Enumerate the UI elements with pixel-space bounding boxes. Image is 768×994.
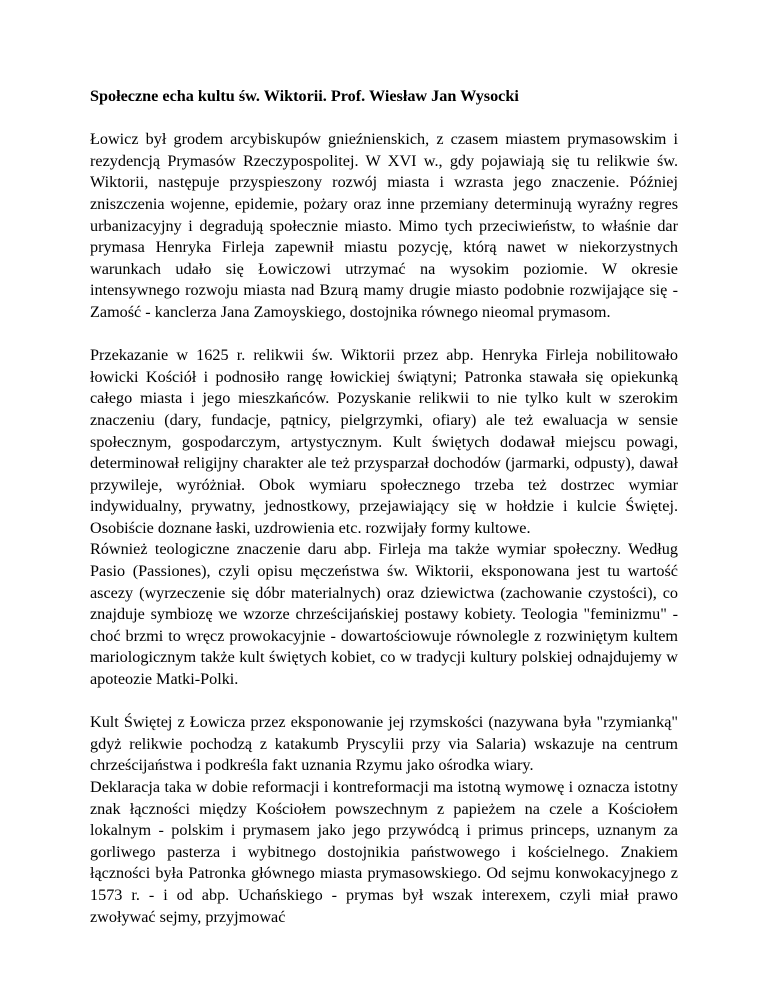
paragraph-2: Przekazanie w 1625 r. relikwii św. Wiktorii przez abp. Henryka Firleja nobilitowało łowicki Kościół i podnosiło rangę łowickiej świątyni; Patronka stawała się opiekunką całego miasta i jego mieszkańców. Pozyskanie relikwii to nie tylko kult w szerokim znaczeniu (dary, fundacje, pątnicy, pielgrzymki, ofiary) ale też ewaluacja w sensie społecznym, gospodarczym, artystycznym. Kult świętych dodawał miejscu powagi, determinował religijny charakter ale też przysparzał dochodów (jarmarki, odpusty), dawał przywileje, wyróżniał. Obok wymiaru społecznego trzeba też dostrzec wymiar indywidualny, prywatny, jednostkowy, przejawiający się w hołdzie i kulcie Świętej. Osobiście doznane łaski, uzdrowienia etc. rozwijały formy kultowe.	[90, 346, 678, 537]
document-title: Społeczne echa kultu św. Wiktorii. Prof. Wiesław Jan Wysocki	[90, 87, 519, 105]
paragraph-1: Łowicz był grodem arcybiskupów gnieźnienskich, z czasem miastem prymasowskim i rezydencją Prymasów Rzeczypospolitej. W XVI w., gdy pojawiają się tu relikwie św. Wiktorii, następuje przyspieszony rozwój miasta i wzrasta jego znaczenie. Później zniszczenia wojenne, epidemie, pożary oraz inne przemiany determinują wyraźny regres urbanizacyjny i degradują społecznie miasto. Mimo tych przeciwieństw, to właśnie dar prymasa Henryka Firleja zapewnił miastu pozycję, którą nawet w niekorzystnych warunkach udało się Łowiczowi utrzymać na wysokim poziomie. W okresie intensywnego rozwoju miasta nad Bzurą mamy drugie miasto podobnie rozwijające się - Zamość - kanclerza Jana Zamoyskiego, dostojnika równego nieomal prymasom.	[90, 130, 678, 321]
paragraph-5: Deklaracja taka w dobie reformacji i kontreformacji ma istotną wymowę i oznacza istotny znak łączności między Kościołem powszechnym z papieżem na czele a Kościołem lokalnym - polskim i prymasem jako jego przywódcą i primus princeps, uznanym za gorliwego pasterza i wybitnego dostojnikia państwowego i kościelnego. Znakiem łączności była Patronka głównego miasta prymasowskiego. Od sejmu konwokacyjnego z 1573 r. - i od abp. Uchańskiego - prymas był wszak interexem, czyli miał prawo zwoływać sejmy, przyjmować	[90, 778, 678, 926]
paragraph-3: Również teologiczne znaczenie daru abp. Firleja ma także wymiar społeczny. Według Pasio (Passiones), czyli opisu męczeństwa św. Wiktorii, eksponowana jest tu wartość ascezy (wyrzeczenie się dóbr materialnych) oraz dziewictwa (zachowanie czystości), co znajduje symbiozę we wzorze chrześcijańskiej postawy kobiety. Teologia "feminizmu" - choć brzmi to wręcz prowokacyjnie - dowartościowuje równolegle z rozwiniętym kultem mariologicznym także kult świętych kobiet, co w tradycji kultury polskiej odnajdujemy w apoteozie Matki-Polki.	[90, 540, 678, 689]
document-page	[90, 86, 678, 928]
paragraph-4: Kult Świętej z Łowicza przez eksponowanie jej rzymskości (nazywana była "rzymianką" gdyż relikwie pochodzą z katakumb Pryscylii przy via Salaria) wskazuje na centrum chrześcijaństwa i podkreśla fakt uznania Rzymu jako ośrodka wiary.	[90, 713, 678, 775]
